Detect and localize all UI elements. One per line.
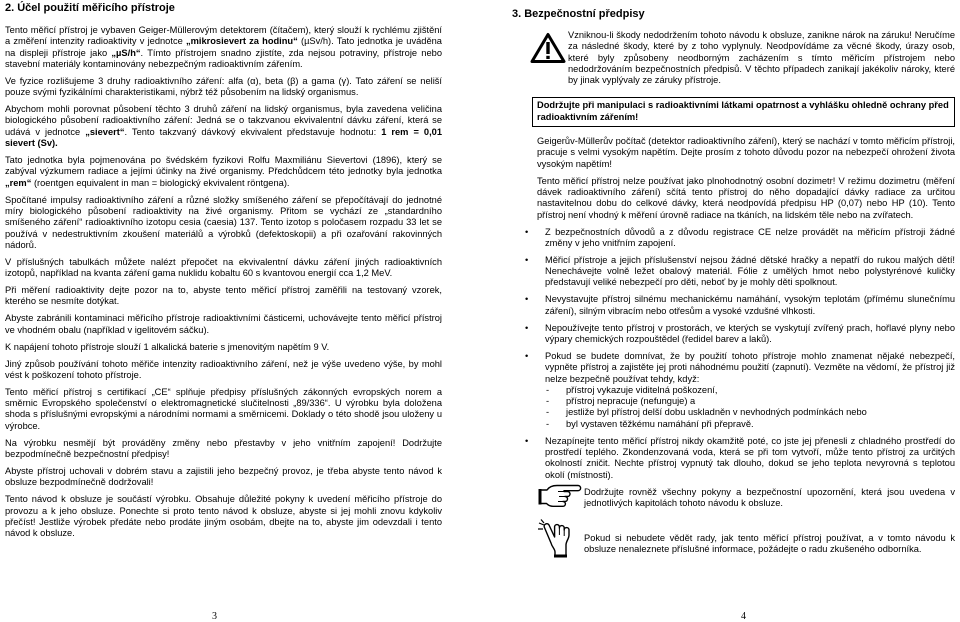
paragraph-measuring [5, 285, 442, 308]
paragraph-high-voltage: Geigerův-Müllerův počítač (detektor radioaktivního záření), který se nachází v tomto měřicím přístroji, pracuje s velmi vysokým napětím. Dejte prosím z tohoto důvodu pozor na nebezpečí ohrožení života vysokým napětím! [537, 136, 955, 169]
text-run: Tento měřicí přístroj s certifikací „CE“ splňuje předpisy příslušných zákonných evropských norem a směrnic Evropského společenství o elektromagnetické slučitelnosti „89/336“. U výrobku byla doložena shoda s příslušnými evropskými a národními normami a směrnicemi. Doklady o této shodě jsou uloženy u výrobce. [5, 386, 442, 431]
list-item [520, 294, 955, 317]
sub-list-item [545, 407, 955, 418]
warning-triangle-icon [530, 32, 566, 69]
sub-list-item [545, 385, 955, 396]
list-item-text: Nezapínejte tento měřicí přístroj nikdy okamžitě poté, co jste jej přenesli z chladného prostředí do prostředí teplého. Zkondenzovaná voda, která se při tom vytvoří, může tento přístroj za určitých okolností zničit. Nechte přístroj vypnutý tak dlouho, dokud se jeho teplota nevyrovná s teplotou okolí (místnosti). [545, 435, 955, 480]
sub-list-item [545, 419, 955, 430]
text-run: K napájení tohoto přístroje slouží 1 alkalická baterie s jmenovitým napětím 9 V. [5, 341, 330, 352]
note-text: Dodržujte rovněž všechny pokyny a bezpečnostní upozornění, která jsou uvedena v jednotlivých kapitolách tohoto návodu k obsluze. [584, 486, 955, 508]
paragraph-follow-manual [5, 466, 442, 489]
text-run: Abyste přístroj uchovali v dobrém stavu a zajistili jeho bezpečný provoz, je třeba abyste tento návod k obsluze bezpodmínečně dodržovali! [5, 466, 442, 488]
paragraph-battery [5, 342, 442, 353]
page-left [5, 0, 442, 545]
sub-list-item-text: byl vystaven těžkému namáhání při přepravě. [566, 418, 754, 429]
sub-list-item-text: přístroj nepracuje (nefunguje) a [566, 396, 696, 407]
radiation-notice-box: Dodržujte při manipulaci s radioaktivními látkami opatrnost a vyhlášku ohledně ochrany před radioaktivním zářením! [532, 97, 955, 127]
sub-list-item-text: přístroj vykazuje viditelná poškození, [566, 384, 718, 395]
bold-term: „sievert“ [85, 126, 125, 137]
bullet-marker: • [525, 294, 529, 305]
warning-block [512, 30, 955, 86]
text-run: Ve fyzice rozlišujeme 3 druhy radioaktivního záření: alfa (α), beta (β) a gama (γ). Tato záření se neliší pouze svými fyzikálními charakteristikami, nýbrž též působením na lidský organismus. [5, 75, 442, 98]
paragraph-impulses [5, 195, 442, 251]
paragraph-ce-certification [5, 387, 442, 432]
list-item [520, 255, 955, 289]
paragraph-purpose [5, 25, 442, 70]
text-run: (roentgen equivalent in man = biologický ekvivalent röntgena). [31, 177, 290, 188]
note-ask-expert [512, 533, 955, 556]
section-heading: 2. Účel použití měřicího přístroje [5, 2, 175, 14]
text-run: Abyste zabránili kontaminaci měřicího přístroje radioaktivními částicemi, uchovávejte tento měřicí přístroj ve vhodném obalu (například v igelitovém sáčku). [5, 313, 442, 335]
bold-term: 1 rem = 0,01 sievert (Sv). [5, 126, 442, 149]
list-item-text: Měřicí přístroje a jejich příslušenství nejsou žádné dětské hračky a nepatří do rukou malých dětí! Nenechávejte volně ležet obalový materiál. Fólie z umělých hmot nebo polystyrénové kuličky představují veliké nebezpečí pro děti, neboť by je mohly děti spolknout. [545, 254, 955, 288]
warning-text: Vzniknou-li škody nedodržením tohoto návodu k obsluze, zanikne nárok na záruku! Neručíme za následné škody, které by z toho vyplynuly. Neodpovídáme za věcné škody, úrazy osob, které byly způsobeny neodborným zacházením s tímto měřicím přístrojem nebo nedodržováním bezpečnostních předpisů. V těchto případech zanikají jakékoliv nároky, které by jinak vyplývaly ze záruky přístroje. [568, 30, 955, 86]
page-number-right: 4 [741, 611, 746, 622]
section-heading: 3. Bezpečnostní předpisy [512, 8, 645, 20]
note-follow-instructions [512, 487, 955, 510]
paragraph-misuse [5, 359, 442, 382]
bullet-marker: • [525, 254, 529, 265]
list-item [520, 436, 955, 481]
list-item-text: Pokud se budete domnívat, že by použití tohoto přístroje mohlo znamenat nějaké nebezpečí, vypněte přístroj a zajistěte jej proti náhodnému použití (zapnutí). Vezměte na vědomí, že přístroj již nelze bezpečně používat tehdy, když: [545, 350, 955, 384]
page-number-left: 3 [212, 611, 217, 622]
text-run: Tento měřicí přístroj je vybaven Geiger-Müllerovým detektorem (čítačem), který slouží k rychlému zjištění a změření intenzity radioaktivity v jednotce [5, 25, 442, 47]
bold-term: „µS/h“ [111, 47, 141, 58]
text-run: Jiný způsob používání tohoto měřiče intenzity radioaktivního záření, než je výše uvedeno výše, by mohl vést k poškození tohoto přístroje. [5, 358, 442, 380]
paragraph-tables [5, 257, 442, 280]
paragraph-no-modifications [5, 438, 442, 461]
dash-marker: - [546, 384, 550, 395]
text-run: Spočítané impulsy radioaktivního záření a různé složky smíšeného záření se přepočítávají do jednotné míry biologického působení radioaktivity na živé organismy. Přitom se vychází ze „standardního smíšeného záření“ radioaktivního izotopu cesia (caesia) 137. Tento izotop s poločasem rozpadu 33 let se používá v nedestruktivním zkoušení materiálů a výrobků (defektoskopii) a při ozařování rakovinných nádorů. [5, 194, 442, 250]
text-run: Tento návod k obsluze je součástí výrobku. Obsahuje důležité pokyny k uvedení měřicího přístroje do provozu a k jeho obsluze. Ponechte si proto tento návod k obsluze, abyste si jej mohli znovu kdykoliv přečíst! Jestliže výrobek předáte nebo prodáte jiným osobám, dbejte na to, abyste jim odevzdali i tento návod k obsluze. [5, 494, 442, 539]
dash-marker: - [546, 396, 550, 407]
paragraph-sievert-history [5, 155, 442, 189]
bullet-marker: • [525, 435, 529, 446]
unsafe-conditions-list [545, 385, 955, 430]
pointing-hand-icon [538, 482, 582, 515]
list-item-text: Nepoužívejte tento přístroj v prostorách, ve kterých se vyskytují zvířený prach, hořlavé plyny nebo výpary chemických rozpouštědel (ředidel barev a laků). [545, 322, 955, 344]
note-text: Pokud si nebudete vědět rady, jak tento měřicí přístroj používat, a v tomto návodu k obsluze nenaleznete příslušné informace, požádejte o radu zkušeného odborníka. [584, 533, 955, 555]
page-right [512, 0, 955, 556]
dash-marker: - [546, 418, 550, 429]
list-item [520, 351, 955, 430]
text-run: (µSv/h). Tato jednotka je uváděna na displeji přístroje jako [5, 36, 442, 58]
paragraph-radiation-types [5, 76, 442, 99]
bullet-marker: • [525, 322, 529, 333]
text-run: Tato jednotka byla pojmenována po švédském fyzikovi Rolfu Maxmiliánu Sievertovi (1896), který se zabýval výzkumem radiace a jejími účinky na živé organismy. Předchůdcem této jednotky byla jednotka [5, 155, 442, 177]
list-item-text: Z bezpečnostních důvodů a z důvodu registrace CE nelze provádět na měřicím přístroji žádné změny v jeho vnitřním zapojení. [545, 226, 955, 248]
text-run: . Tento takzvaný dávkový ekvivalent představuje hodnotu: [124, 126, 382, 137]
list-item [520, 227, 955, 250]
paragraph-keep-manual [5, 494, 442, 539]
paragraph-equivalent-dose [5, 104, 442, 149]
bold-term: „rem“ [5, 177, 32, 188]
bullet-marker: • [525, 350, 529, 361]
text-run: V příslušných tabulkách můžete nalézt přepočet na ekvivalentní dávku záření jiných radioaktivních izotopů, například na kvanta záření gama nuklidu kobaltu 60 s kvantovou energií cca 1,2 MeV. [5, 256, 442, 279]
hand-icon [536, 519, 578, 564]
paragraph-not-dosimeter: Tento měřicí přístroj nelze používat jako plnohodnotný osobní dozimetr! V režimu dozimetru (měření dávek radioaktivního záření) sčítá tento přístroj do něho dopadající dávky radiace za určitou nastavitelnou dobu do celkové dávky, která neodpovídá předpisu HP (0,07) nebo HP (10). Tento přístroj není vhodný k měření úrovně radiace na tkáních, na lidském těle nebo na zvířatech. [537, 175, 955, 220]
safety-list [520, 227, 955, 481]
sub-list-item [545, 396, 955, 407]
sub-list-item-text: jestliže byl přístroj delší dobu uskladněn v nevhodných podmínkách nebo [566, 407, 867, 418]
text-run: Na výrobku nesmějí být prováděny změny nebo přestavby v jeho vnitřním zapojení! Dodržujte bezpodmínečně bezpečnostní předpisy! [5, 437, 442, 460]
bold-term: „mikrosievert za hodinu“ [185, 36, 298, 47]
list-item-text: Nevystavujte přístroj silnému mechanickému namáhání, vysokým teplotám (přímému slunečnímu záření), silným vibracím nebo otřesům a vysoké vzdušné vlhkosti. [545, 294, 955, 316]
paragraph-contamination [5, 313, 442, 336]
list-item [520, 323, 955, 346]
text-run: . Tímto přístrojem snadno zjistíte, zda nejsou potraviny, přístroje nebo stavební materiály kontaminovány nebezpečným radioaktivním zářením. [5, 47, 442, 69]
bullet-marker: • [525, 226, 529, 237]
text-run: Při měření radioaktivity dejte pozor na to, abyste tento měřicí přístroj zaměřili na testovaný vzorek, kterého se nesmíte dotýkat. [5, 285, 442, 307]
dash-marker: - [546, 407, 550, 418]
text-run: Abychom mohli porovnat působení těchto 3 druhů záření na lidský organismus, byla zavedena veličina biologického působení radioaktivního záření: Jedná se o takzvanou ekvivalentní dávku záření, která se udává v jednotce [5, 104, 442, 137]
